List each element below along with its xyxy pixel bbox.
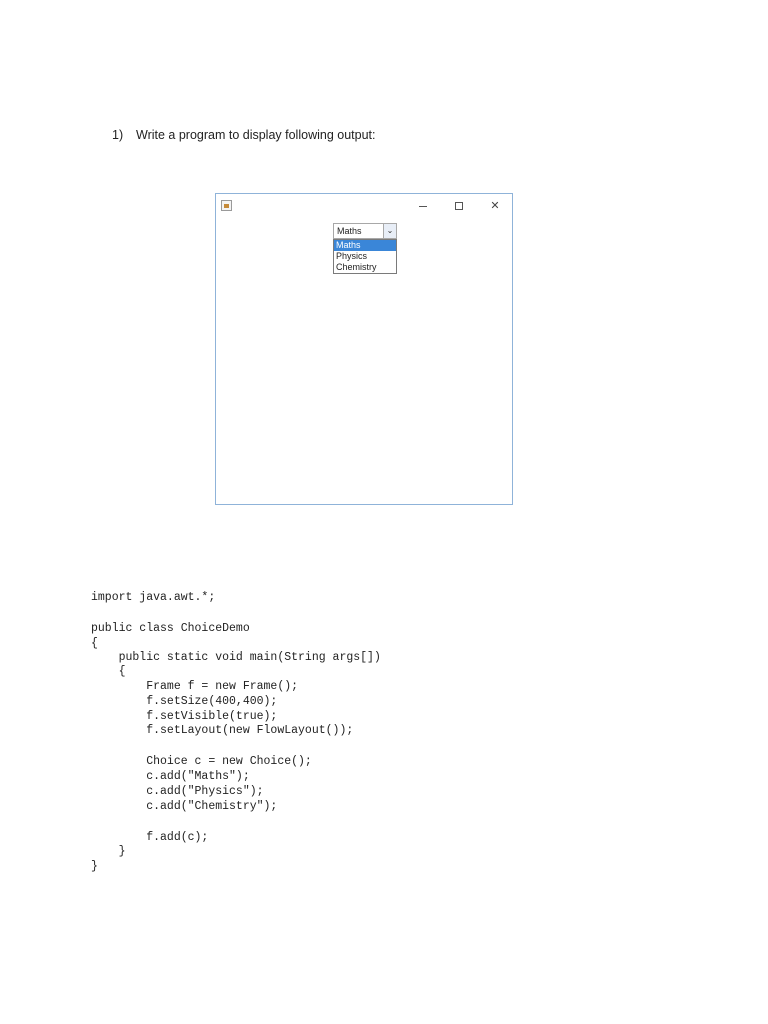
question-heading	[112, 128, 375, 142]
code-line-main-brace: {	[91, 665, 126, 678]
code-line-class-close: }	[91, 860, 98, 873]
code-line-setsize: f.setSize(400,400);	[91, 695, 278, 708]
code-line-choice: Choice c = new Choice();	[91, 755, 312, 768]
choice-selected-value: Maths	[337, 226, 362, 236]
choice-options-list	[333, 239, 397, 274]
choice-option-maths[interactable]: Maths	[334, 240, 396, 251]
code-line-frame: Frame f = new Frame();	[91, 680, 299, 693]
close-icon: ✕	[490, 199, 500, 212]
choice-dropdown[interactable]	[333, 223, 397, 239]
maximize-icon	[455, 202, 463, 210]
java-app-icon	[221, 200, 232, 211]
close-button[interactable]	[488, 199, 502, 213]
choice-option-chemistry[interactable]: Chemistry	[336, 262, 377, 272]
choice-option-physics[interactable]: Physics	[336, 251, 368, 261]
question-text: Write a program to display following output:	[136, 128, 376, 142]
minimize-icon	[419, 206, 427, 207]
app-window-screenshot	[215, 193, 513, 505]
chevron-down-icon[interactable]: ⌄	[383, 224, 396, 238]
code-line-add-maths: c.add("Maths");	[91, 770, 250, 783]
code-line-open-brace: {	[91, 637, 98, 650]
code-line-setlayout: f.setLayout(new FlowLayout());	[91, 724, 354, 737]
code-line-frame-add: f.add(c);	[91, 831, 209, 844]
code-line-add-physics: c.add("Physics");	[91, 785, 264, 798]
window-titlebar	[216, 194, 512, 220]
code-line-setvisible: f.setVisible(true);	[91, 710, 278, 723]
code-line-import: import java.awt.*;	[91, 591, 216, 604]
maximize-button[interactable]	[452, 199, 466, 213]
code-line-add-chemistry: c.add("Chemistry");	[91, 800, 278, 813]
code-line-main: public static void main(String args[])	[91, 651, 381, 664]
minimize-button[interactable]	[416, 199, 430, 213]
question-number: 1)	[112, 128, 124, 142]
code-line-class-decl: public class ChoiceDemo	[91, 622, 250, 635]
code-line-main-close: }	[91, 845, 126, 858]
